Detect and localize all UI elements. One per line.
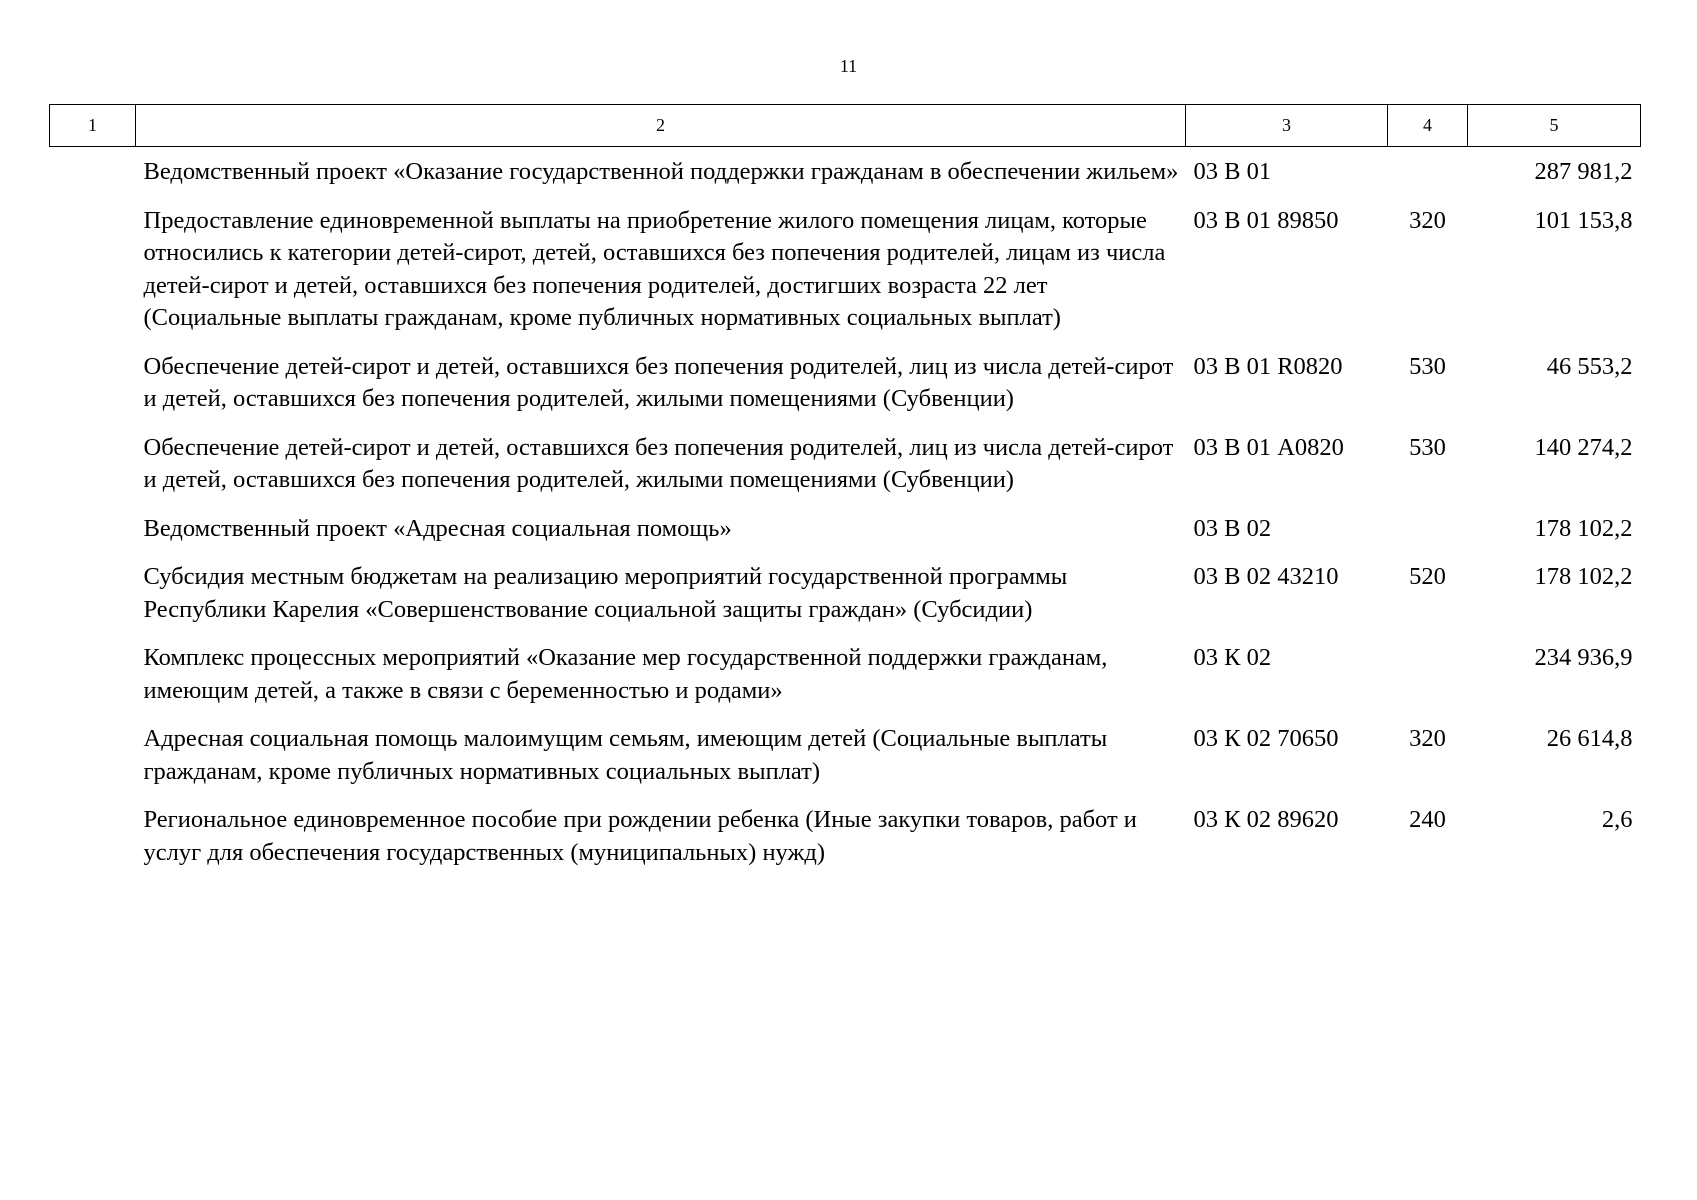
- row-name: Обеспечение детей-сирот и детей, оставшихся без попечения родителей, лиц из числа детей-сирот и детей, оставшихся без попечения родителей, жилыми помещениями (Субвенции): [143, 352, 1174, 412]
- header-col-4: 4: [1388, 105, 1468, 147]
- row-target-code: 03 К 02: [1193, 644, 1272, 671]
- row-expense-type: 530: [1409, 352, 1446, 380]
- row-expense-type: [1388, 642, 1468, 723]
- row-target-code: 03 В 01: [1193, 158, 1272, 185]
- row-target-code: 03 В 02 43210: [1193, 563, 1339, 590]
- row-name: Комплекс процессных мероприятий «Оказание мер государственной поддержки гражданам, имеющим детей, а также в связи с беременностью и родами»: [143, 644, 1108, 704]
- row-name: Ведомственный проект «Оказание государственной поддержки гражданам в обеспечении жильем»: [143, 158, 1179, 185]
- row-amount: 26 614,8: [1546, 725, 1633, 752]
- row-number-cell: [50, 147, 136, 205]
- header-row: [50, 105, 1641, 147]
- row-amount: 178 102,2: [1534, 514, 1633, 542]
- table-row: [50, 561, 1641, 642]
- table-row: [50, 642, 1641, 723]
- row-number-cell: [50, 432, 136, 513]
- budget-table: [49, 104, 1641, 885]
- row-number-cell: [50, 561, 136, 642]
- header-col-2: 2: [136, 105, 1186, 147]
- header-col-3: 3: [1186, 105, 1388, 147]
- row-amount: 140 274,2: [1534, 433, 1633, 461]
- row-name: Адресная социальная помощь малоимущим семьям, имеющим детей (Социальные выплаты гражданам, кроме публичных нормативных социальных выплат): [143, 725, 1108, 785]
- row-target-code: 03 К 02 89620: [1193, 806, 1339, 833]
- row-expense-type: 520: [1409, 563, 1446, 590]
- row-name: Субсидия местным бюджетам на реализацию мероприятий государственной программы Республики Карелия «Совершенствование социальной защиты граждан» (Субсидии): [143, 563, 1068, 623]
- row-target-code: 03 В 01 89850: [1193, 206, 1339, 234]
- row-target-code: 03 В 01 А0820: [1193, 433, 1344, 461]
- table-row: [50, 432, 1641, 513]
- row-target-code: 03 В 01 R0820: [1193, 352, 1343, 380]
- row-expense-type: [1388, 147, 1468, 205]
- table-row: [50, 804, 1641, 885]
- header-col-1: 1: [50, 105, 136, 147]
- page-number: 11: [839, 56, 858, 76]
- row-amount: 234 936,9: [1534, 644, 1633, 671]
- header-col-5: 5: [1468, 105, 1641, 147]
- row-expense-type: [1388, 513, 1468, 562]
- row-amount: 178 102,2: [1534, 563, 1633, 590]
- row-name: Ведомственный проект «Адресная социальная помощь»: [143, 514, 732, 542]
- table-header: [50, 105, 1641, 147]
- table-row: [50, 147, 1641, 205]
- row-target-code: 03 К 02 70650: [1193, 725, 1339, 752]
- table-body: [50, 147, 1641, 886]
- table-row: [50, 351, 1641, 432]
- row-amount: 101 153,8: [1534, 206, 1633, 234]
- row-amount: 2,6: [1601, 806, 1633, 833]
- row-number-cell: [50, 351, 136, 432]
- row-target-code: 03 В 02: [1193, 514, 1272, 542]
- row-amount: 287 981,2: [1534, 158, 1633, 185]
- row-number-cell: [50, 205, 136, 351]
- row-number-cell: [50, 723, 136, 804]
- row-number-cell: [50, 642, 136, 723]
- row-expense-type: 530: [1409, 433, 1446, 461]
- row-number-cell: [50, 513, 136, 562]
- table-row: [50, 205, 1641, 351]
- row-amount: 46 553,2: [1546, 352, 1633, 380]
- table-row: [50, 513, 1641, 562]
- row-expense-type: 240: [1409, 806, 1446, 833]
- row-expense-type: 320: [1409, 725, 1446, 752]
- row-number-cell: [50, 804, 136, 885]
- row-name: Предоставление единовременной выплаты на приобретение жилого помещения лицам, которые относились к категории детей-сирот, детей, оставшихся без попечения родителей, лицам из числа детей-сирот и детей, оставшихся без попечения родителей, достигших возраста 22 лет (Социальные выплаты гражданам, кроме публичных нормативных социальных выплат): [143, 206, 1166, 331]
- table-row: [50, 723, 1641, 804]
- row-name: Обеспечение детей-сирот и детей, оставшихся без попечения родителей, лиц из числа детей-сирот и детей, оставшихся без попечения родителей, жилыми помещениями (Субвенции): [143, 433, 1174, 493]
- row-name: Региональное единовременное пособие при рождении ребенка (Иные закупки товаров, работ и услуг для обеспечения государственных (муниципальных) нужд): [143, 806, 1137, 866]
- row-expense-type: 320: [1409, 206, 1446, 234]
